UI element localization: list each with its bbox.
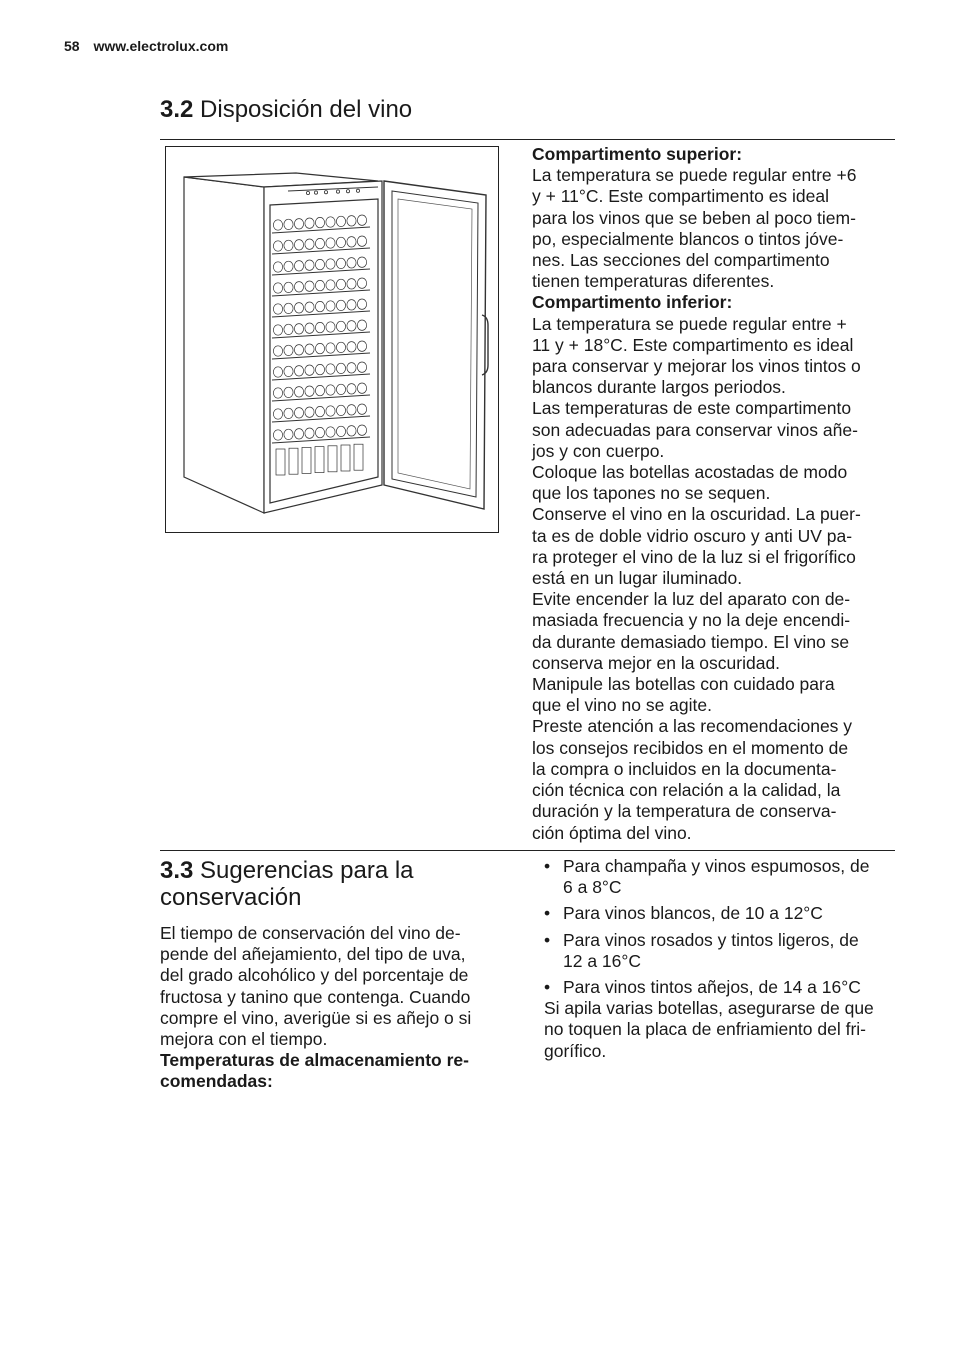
wine-bottle (326, 259, 335, 269)
wine-bottle (273, 325, 282, 335)
wine-bottle (357, 215, 366, 225)
text-line: pende del añejamiento, del tipo de uva, (160, 944, 466, 965)
wine-bottle (357, 236, 366, 246)
cabinet-side-panel (184, 177, 264, 513)
wine-bottle (336, 426, 345, 436)
text-line: son adecuadas para conservar vinos añe- (532, 419, 858, 440)
wine-bottle (326, 280, 335, 290)
wine-bottle (273, 283, 282, 293)
text-line: La temperatura se puede regular entre + (532, 313, 847, 334)
stacking-advice-text (544, 998, 904, 1062)
wine-bottle (315, 385, 324, 395)
wine-bottle (273, 346, 282, 356)
wine-bottle (326, 364, 335, 374)
door-glass (392, 191, 478, 497)
upright-bottle (276, 449, 285, 475)
text-line: po, especialmente blancos o tintos jóve- (532, 228, 844, 249)
wine-bottle (273, 430, 282, 440)
text-line: ción óptima del vino. (532, 822, 692, 843)
text-line: gorífico. (544, 1040, 607, 1061)
text-line: conserva mejor en la oscuridad. (532, 652, 781, 673)
wine-bottle (273, 367, 282, 377)
wine-bottle (273, 262, 282, 272)
text-line: nes. Las secciones del compartimento (532, 250, 830, 271)
wine-bottle (326, 301, 335, 311)
text-line: la compra o incluidos en la documenta- (532, 758, 837, 779)
wine-bottle (315, 427, 324, 437)
wine-bottle (347, 258, 356, 268)
wine-bottle (305, 365, 314, 375)
wine-bottle (315, 406, 324, 416)
wine-bottle (294, 240, 303, 250)
wine-bottle (284, 282, 293, 292)
text-line: jos y con cuerpo. (532, 440, 665, 461)
wine-bottle (273, 220, 282, 230)
text-line: para los vinos que se beben al poco tiem- (532, 207, 856, 228)
wine-bottle (284, 324, 293, 334)
wine-bottle (315, 259, 324, 269)
wine-bottle (347, 405, 356, 415)
wine-bottle (305, 323, 314, 333)
text-line: Preste atención a las recomendaciones y (532, 716, 853, 737)
intro-text (160, 923, 515, 1050)
upright-bottle (341, 445, 350, 471)
conservation-intro (160, 923, 515, 1093)
wine-bottle (273, 388, 282, 398)
wine-bottle (315, 364, 324, 374)
wine-bottle (347, 300, 356, 310)
text-line: Manipule las botellas con cuidado para (532, 674, 835, 695)
list-item-text: Para vinos blancos, de 10 a 12°C (563, 903, 823, 924)
upright-bottle (315, 447, 324, 473)
section-title-line-1: Sugerencias para la (200, 857, 414, 884)
wine-bottle (284, 366, 293, 376)
wine-bottle (347, 237, 356, 247)
wine-bottle (347, 384, 356, 394)
upright-bottle (302, 447, 311, 473)
lower-compartment-heading: Compartimento inferior: (532, 292, 733, 313)
wine-bottle (284, 387, 293, 397)
section-number: 3.2 (160, 96, 194, 123)
section-divider-middle (160, 850, 895, 851)
wine-bottle (284, 303, 293, 313)
wine-bottle (347, 363, 356, 373)
wine-bottle (284, 345, 293, 355)
bullet-marker: • (544, 856, 551, 876)
wine-bottle (357, 341, 366, 351)
wine-bottle (305, 281, 314, 291)
text-line: y + 11°C. Este compartimento es ideal (532, 186, 830, 207)
heading-line: Temperaturas de almacenamiento re- (160, 1050, 469, 1071)
text-line: no toquen la placa de enfriamiento del fri- (544, 1019, 867, 1040)
wine-bottle (315, 322, 324, 332)
text-line: que los tapones no se sequen. (532, 483, 771, 504)
wine-bottle (357, 362, 366, 372)
wine-bottle (284, 261, 293, 271)
text-line: Evite encender la luz del aparato con de- (532, 589, 851, 610)
text-line: ción técnica con relación a la calidad, la (532, 780, 841, 801)
upright-bottle (328, 446, 337, 472)
wine-bottle (357, 320, 366, 330)
wine-bottle (294, 429, 303, 439)
wine-bottle (357, 425, 366, 435)
wine-bottle (305, 407, 314, 417)
temperature-list-item (544, 903, 904, 924)
temperature-list-item (544, 977, 904, 998)
temperature-list-item (544, 930, 904, 972)
wine-bottle (357, 299, 366, 309)
text-line: Las temperaturas de este compartimento (532, 398, 852, 419)
wine-bottle (336, 300, 345, 310)
wine-cabinet-illustration (165, 146, 499, 533)
wine-bottle (357, 404, 366, 414)
temperature-list-item (544, 856, 904, 898)
wine-bottle (357, 278, 366, 288)
section-title-line-2: conservación (160, 884, 302, 911)
text-line: masiada frecuencia y no la deje encendi- (532, 610, 851, 631)
text-line: tienen temperaturas diferentes. (532, 271, 775, 292)
wine-cabinet-drawing (166, 147, 498, 532)
wine-bottle (357, 383, 366, 393)
wine-bottle (273, 409, 282, 419)
website-url: www.electrolux.com (93, 38, 229, 54)
wine-bottle (284, 429, 293, 439)
wine-bottle (294, 366, 303, 376)
wine-bottle (336, 405, 345, 415)
recommended-temperatures-heading (160, 1050, 515, 1092)
wine-bottle (326, 238, 335, 248)
wine-bottle (326, 217, 335, 227)
wine-bottle (347, 342, 356, 352)
wine-bottle (273, 304, 282, 314)
wine-bottle (336, 258, 345, 268)
text-line: ta es de doble vidrio oscuro y anti UV pa- (532, 525, 853, 546)
wine-bottle (315, 238, 324, 248)
list-item-text: Para vinos tintos añejos, de 14 a 16°C (563, 977, 861, 998)
list-item-text: 12 a 16°C (563, 950, 642, 971)
wine-bottle (336, 384, 345, 394)
storage-info-column (532, 144, 897, 844)
lower-compartment-text (532, 314, 897, 844)
section-divider-top (160, 139, 895, 140)
text-line: Coloque las botellas acostadas de modo (532, 462, 848, 483)
wine-bottle (305, 344, 314, 354)
section-title: Disposición del vino (200, 96, 413, 123)
list-item-text: 6 a 8°C (563, 877, 622, 898)
text-line: para conservar y mejorar los vinos tintos o (532, 356, 861, 377)
wine-bottle (347, 426, 356, 436)
wine-bottle (315, 343, 324, 353)
wine-bottle (305, 260, 314, 270)
text-line: mejora con el tiempo. (160, 1029, 328, 1050)
heading-line: comendadas: (160, 1071, 273, 1092)
page-number: 58 (64, 38, 80, 54)
wine-bottle (284, 240, 293, 250)
section-3-3-heading (160, 857, 510, 911)
text-line: La temperatura se puede regular entre +6 (532, 165, 857, 186)
wine-bottle (315, 301, 324, 311)
text-line: del grado alcohólico y del porcentaje de (160, 965, 469, 986)
wine-bottle (315, 280, 324, 290)
wine-bottle (305, 239, 314, 249)
text-line: da durante demasiado tiempo. El vino se (532, 631, 850, 652)
wine-bottle (294, 261, 303, 271)
wine-bottle (326, 343, 335, 353)
wine-bottle (284, 219, 293, 229)
wine-bottle (294, 408, 303, 418)
list-item-text: Para champaña y vinos espumosos, de (563, 856, 870, 876)
wine-bottle (336, 279, 345, 289)
wine-bottle (305, 386, 314, 396)
bullet-marker: • (544, 903, 551, 924)
upper-compartment-text (532, 165, 897, 292)
upright-bottle (289, 448, 298, 474)
wine-bottle (326, 406, 335, 416)
wine-bottle (294, 324, 303, 334)
wine-bottle (305, 302, 314, 312)
wine-bottle (336, 216, 345, 226)
wine-bottle (294, 345, 303, 355)
wine-bottle (284, 408, 293, 418)
wine-bottle (326, 322, 335, 332)
wine-bottle (305, 428, 314, 438)
wine-bottle (315, 217, 324, 227)
wine-bottle (273, 241, 282, 251)
text-line: duración y la temperatura de conserva- (532, 801, 837, 822)
wine-bottle (294, 387, 303, 397)
wine-bottle (347, 279, 356, 289)
list-item-text: Para vinos rosados y tintos ligeros, de (563, 929, 859, 950)
bullet-marker: • (544, 929, 551, 950)
temperature-list (544, 856, 904, 998)
text-line: blancos durante largos periodos. (532, 377, 786, 398)
text-line: Si apila varias botellas, asegurarse de que (544, 998, 874, 1019)
text-line: que el vino no se agite. (532, 695, 712, 716)
wine-bottle (294, 219, 303, 229)
upper-compartment-heading: Compartimento superior: (532, 144, 743, 164)
wine-bottle (326, 427, 335, 437)
wine-bottle (347, 321, 356, 331)
text-line: 11 y + 18°C. Este compartimento es ideal (532, 334, 854, 355)
upright-bottle (354, 444, 363, 470)
text-line: ra proteger el vino de la luz si el frigorífico (532, 546, 856, 567)
section-number: 3.3 (160, 857, 194, 884)
temperature-recommendations (544, 856, 904, 1062)
page-header (64, 38, 228, 54)
wine-bottle (305, 218, 314, 228)
bullet-marker: • (544, 977, 551, 998)
text-line: está en un lugar iluminado. (532, 568, 743, 589)
text-line: compre el vino, averigüe si es añejo o si (160, 1007, 472, 1028)
wine-bottle (336, 342, 345, 352)
text-line: los consejos recibidos en el momento de (532, 737, 849, 758)
wine-bottle (294, 282, 303, 292)
text-line: fructosa y tanino que contenga. Cuando (160, 986, 471, 1007)
wine-bottle (294, 303, 303, 313)
text-line: El tiempo de conservación del vino de- (160, 923, 461, 943)
text-line: Conserve el vino en la oscuridad. La puer- (532, 504, 861, 525)
wine-bottle (347, 216, 356, 226)
wine-bottle (357, 257, 366, 267)
wine-bottle (326, 385, 335, 395)
wine-bottle (336, 363, 345, 373)
section-3-2-heading (160, 97, 412, 123)
wine-bottle (336, 237, 345, 247)
wine-bottle (336, 321, 345, 331)
